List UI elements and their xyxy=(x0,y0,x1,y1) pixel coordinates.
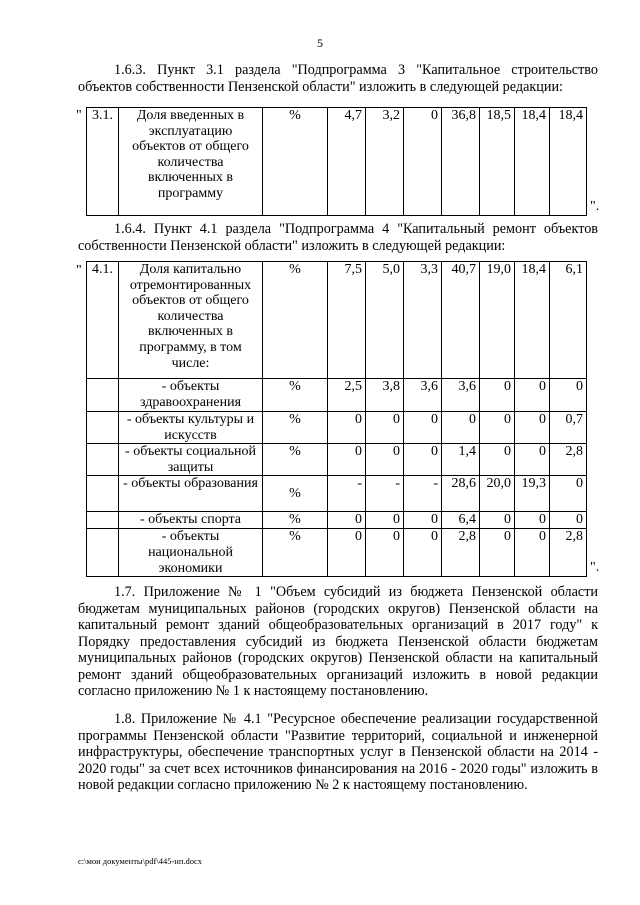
unit-cell: % xyxy=(263,262,328,379)
unit-cell: % xyxy=(263,444,328,476)
value-cell: 20,0 xyxy=(480,476,515,512)
row-number-cell xyxy=(87,412,119,444)
unit-cell: % xyxy=(263,108,328,216)
value-cell: 2,8 xyxy=(550,529,587,577)
paragraph-1-6-3 xyxy=(78,62,598,95)
value-cell: 3,3 xyxy=(404,262,442,379)
table-row xyxy=(87,512,587,529)
value-cell: 0 xyxy=(480,379,515,412)
table-row xyxy=(87,529,587,577)
value-cell: 0 xyxy=(366,444,404,476)
value-cell: 18,4 xyxy=(515,262,550,379)
table-row xyxy=(87,108,587,216)
value-cell: 0 xyxy=(366,512,404,529)
row-number-cell xyxy=(87,379,119,412)
value-cell: 0 xyxy=(550,476,587,512)
value-cell: 40,7 xyxy=(442,262,480,379)
value-cell: 0 xyxy=(550,379,587,412)
paragraph-1-6-4 xyxy=(78,221,598,254)
value-cell: 0 xyxy=(328,412,366,444)
table-row xyxy=(87,476,587,512)
table-row xyxy=(87,412,587,444)
value-cell: 18,4 xyxy=(550,108,587,216)
paragraph-1-7-text: 1.7. Приложение № 1 "Объем субсидий из бюджета Пензенской области бюджетам муниципальных районов (городских округов) Пензенской области на капитальный ремонт зданий общеобразовательных организаций в 2017 году" к Порядку предоставления субсидий из бюджета Пензенской области бюджетам муниципальных районов (городских округов) Пензенской области на капитальный ремонт зданий общеобразовательных организаций изложить в новой редакции согласно приложению № 1 к настоящему постановлению. xyxy=(78,584,598,699)
value-cell: 3,6 xyxy=(404,379,442,412)
table2-open-quote: " xyxy=(76,263,82,278)
value-cell: - xyxy=(366,476,404,512)
paragraph-1-8 xyxy=(78,711,598,794)
value-cell: 0 xyxy=(515,412,550,444)
value-cell: 18,4 xyxy=(515,108,550,216)
value-cell: 0 xyxy=(404,444,442,476)
indicator-name-cell: - объекты спорта xyxy=(119,512,263,529)
paragraph-1-6-3-text: 1.6.3. Пункт 3.1 раздела "Подпрограмма 3 "Капитальное строительство объектов собственности Пензенской области" изложить в следующей редакции: xyxy=(78,62,598,95)
table1-open-quote: " xyxy=(76,108,82,123)
value-cell: 0 xyxy=(404,529,442,577)
value-cell: 2,5 xyxy=(328,379,366,412)
value-cell: 0 xyxy=(366,412,404,444)
unit-cell: % xyxy=(263,412,328,444)
value-cell: 4,7 xyxy=(328,108,366,216)
value-cell: 5,0 xyxy=(366,262,404,379)
value-cell: 2,8 xyxy=(550,444,587,476)
value-cell: 36,8 xyxy=(442,108,480,216)
unit-cell: % xyxy=(263,379,328,412)
row-number-cell xyxy=(87,476,119,512)
indicator-name-cell: - объекты образования xyxy=(119,476,263,512)
row-number-cell: 3.1. xyxy=(87,108,119,216)
table-row xyxy=(87,379,587,412)
value-cell: 0 xyxy=(404,512,442,529)
value-cell: 0 xyxy=(404,108,442,216)
paragraph-1-6-4-text: 1.6.4. Пункт 4.1 раздела "Подпрограмма 4 "Капитальный ремонт объектов собственности Пензенской области" изложить в следующей редакции: xyxy=(78,221,598,254)
unit-cell: % xyxy=(263,529,328,577)
row-number-cell xyxy=(87,512,119,529)
table-row xyxy=(87,444,587,476)
value-cell: 3,6 xyxy=(442,379,480,412)
value-cell: 0 xyxy=(480,512,515,529)
value-cell: 18,5 xyxy=(480,108,515,216)
table-4-1 xyxy=(86,261,587,577)
value-cell: 0,7 xyxy=(550,412,587,444)
value-cell: 0 xyxy=(442,412,480,444)
paragraph-1-7 xyxy=(78,584,598,700)
unit-cell: % xyxy=(263,512,328,529)
value-cell: 0 xyxy=(515,512,550,529)
value-cell: 0 xyxy=(515,444,550,476)
value-cell: 19,0 xyxy=(480,262,515,379)
indicator-name-cell: - объекты национальной экономики xyxy=(119,529,263,577)
table-3-1 xyxy=(86,107,587,216)
indicator-name-cell: - объекты социальной защиты xyxy=(119,444,263,476)
value-cell: 0 xyxy=(515,529,550,577)
value-cell: 0 xyxy=(480,529,515,577)
value-cell: 3,2 xyxy=(366,108,404,216)
value-cell: 0 xyxy=(366,529,404,577)
value-cell: 0 xyxy=(328,512,366,529)
row-number-cell: 4.1. xyxy=(87,262,119,379)
value-cell: 19,3 xyxy=(515,476,550,512)
table1-close-quote: ". xyxy=(590,199,600,214)
indicator-name-cell: Доля введенных в эксплуатацию объектов от общего количества включенных в программу xyxy=(119,108,263,216)
value-cell: - xyxy=(404,476,442,512)
footer-file-path: c:\мои документы\pdf\445-нп.docx xyxy=(78,856,203,866)
indicator-name-cell: - объекты культуры и искусств xyxy=(119,412,263,444)
value-cell: 1,4 xyxy=(442,444,480,476)
row-number-cell xyxy=(87,529,119,577)
row-number-cell xyxy=(87,444,119,476)
value-cell: - xyxy=(328,476,366,512)
indicator-name-cell: Доля капитально отремонтированных объектов от общего количества включенных в программу, в том числе: xyxy=(119,262,263,379)
value-cell: 0 xyxy=(515,379,550,412)
table-row xyxy=(87,262,587,379)
page-number: 5 xyxy=(317,36,323,50)
value-cell: 6,4 xyxy=(442,512,480,529)
table2-close-quote: ". xyxy=(590,560,600,575)
value-cell: 2,8 xyxy=(442,529,480,577)
paragraph-1-8-text: 1.8. Приложение № 4.1 "Ресурсное обеспечение реализации государственной программы Пензенской области "Развитие территорий, социальной и инженерной инфраструктуры, обеспечение транспортных услуг в Пензенской области на 2014 - 2020 годы" за счет всех источников финансирования на 2016 - 2020 годы" изложить в новой редакции согласно приложению № 2 к настоящему постановлению. xyxy=(78,711,598,793)
value-cell: 0 xyxy=(328,529,366,577)
value-cell: 28,6 xyxy=(442,476,480,512)
unit-cell: % xyxy=(263,476,328,512)
value-cell: 6,1 xyxy=(550,262,587,379)
value-cell: 0 xyxy=(550,512,587,529)
value-cell: 0 xyxy=(328,444,366,476)
value-cell: 7,5 xyxy=(328,262,366,379)
value-cell: 3,8 xyxy=(366,379,404,412)
value-cell: 0 xyxy=(404,412,442,444)
indicator-name-cell: - объекты здравоохранения xyxy=(119,379,263,412)
value-cell: 0 xyxy=(480,412,515,444)
value-cell: 0 xyxy=(480,444,515,476)
